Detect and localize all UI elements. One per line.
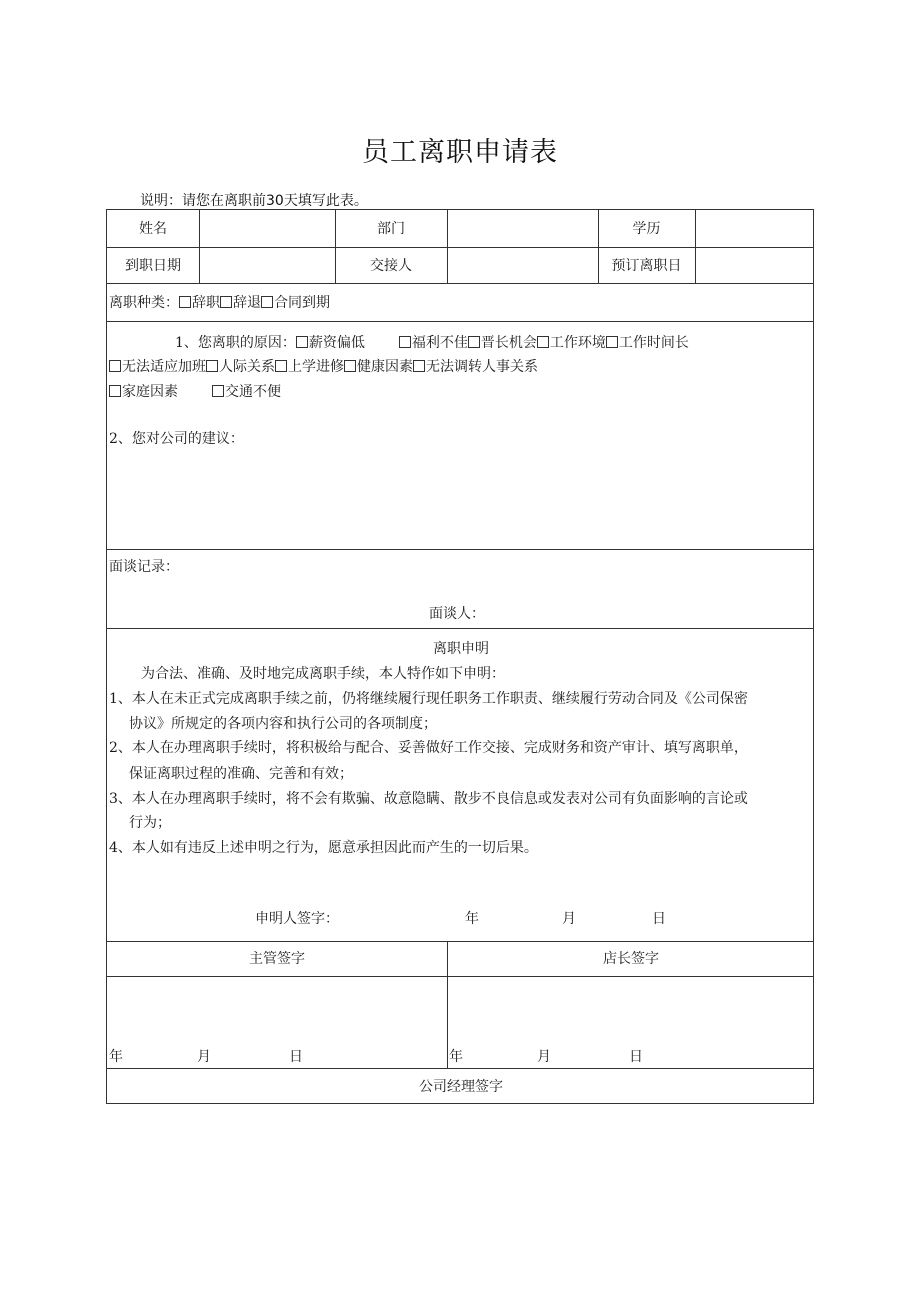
planned-leave-date-label: 预订离职日	[611, 258, 682, 274]
reason-relationships: 人际关系	[219, 359, 275, 375]
reason-long-hours: 工作时间长	[618, 335, 689, 351]
declaration-heading: 离职申明	[433, 641, 489, 657]
reason-line-1	[175, 334, 689, 352]
checkbox-resign[interactable]	[179, 296, 191, 308]
reason-low-salary: 薪资偏低	[308, 335, 365, 351]
checkbox-transfer[interactable]	[413, 360, 425, 372]
reason-poor-benefits: 福利不佳	[411, 335, 468, 351]
store-manager-year: 年	[449, 1049, 463, 1065]
handover-field[interactable]	[451, 250, 594, 281]
checkbox-poor-benefits[interactable]	[399, 336, 411, 348]
reason-promotion: 晋长机会	[480, 335, 537, 351]
join-date-label: 到职日期	[125, 258, 181, 274]
declaration-intro: 为合法、准确、及时地完成离职手续，本人特作如下申明：	[141, 666, 505, 682]
resignation-form	[106, 209, 814, 1104]
declaration-year: 年	[465, 911, 479, 927]
declaration-month: 月	[562, 911, 576, 927]
declaration-item-4: 4、本人如有违反上述申明之行为，愿意承担因此而产生的一切后果。	[109, 840, 538, 856]
declaration-item-1: 1、本人在未正式完成离职手续之前，仍将继续履行现任职务工作职责、继续履行劳动合同及《公司保密	[109, 691, 748, 707]
reason-environment: 工作环境	[549, 335, 606, 351]
declaration-item-2-cont: 保证离职过程的准确、完善和有效；	[129, 766, 353, 782]
checkbox-transport[interactable]	[212, 385, 224, 397]
store-manager-day: 日	[629, 1049, 643, 1065]
checkbox-health[interactable]	[344, 360, 356, 372]
department-label: 部门	[377, 221, 405, 237]
supervisor-year: 年	[109, 1049, 123, 1065]
checkbox-relationships[interactable]	[206, 360, 218, 372]
checkbox-long-hours[interactable]	[606, 336, 618, 348]
declaration-item-1-cont: 协议》所规定的各项内容和执行公司的各项制度；	[129, 716, 437, 732]
reason-family: 家庭因素	[122, 384, 178, 400]
reason-line-3	[109, 383, 281, 401]
checkbox-environment[interactable]	[537, 336, 549, 348]
name-field[interactable]	[203, 212, 331, 244]
name-label: 姓名	[139, 221, 167, 237]
store-manager-signature-label: 店长签字	[603, 951, 659, 967]
general-manager-signature-label: 公司经理签字	[419, 1079, 503, 1095]
declarant-signature-label: 申明人签字：	[255, 911, 339, 927]
option-contract-expired: 合同到期	[274, 295, 330, 311]
declaration-item-3: 3、本人在办理离职手续时，将不会有欺骗、故意隐瞒、散步不良信息或发表对公司有负面影响的言论或	[109, 791, 748, 807]
reason-transfer: 无法调转人事关系	[426, 359, 538, 375]
option-resign: 辞职	[192, 295, 220, 311]
checkbox-contract-expired[interactable]	[261, 296, 273, 308]
store-manager-month: 月	[537, 1049, 551, 1065]
suggestion-label: 2、您对公司的建议：	[109, 431, 244, 447]
declaration-item-3-cont: 行为；	[129, 815, 171, 831]
reason-line-2	[109, 358, 538, 376]
page-title: 员工离职申请表	[362, 137, 558, 168]
resignation-type	[109, 294, 330, 312]
checkbox-overtime[interactable]	[109, 360, 121, 372]
department-field[interactable]	[451, 212, 594, 244]
handover-label: 交接人	[370, 258, 412, 274]
reason-study: 上学进修	[288, 359, 344, 375]
planned-leave-date-field[interactable]	[699, 250, 809, 281]
join-date-field[interactable]	[203, 250, 331, 281]
reason-question: 1、您离职的原因：	[175, 335, 296, 351]
interview-record-label: 面谈记录：	[109, 559, 179, 575]
option-dismissed: 辞退	[233, 295, 261, 311]
supervisor-day: 日	[289, 1049, 303, 1065]
education-label: 学历	[632, 221, 661, 237]
checkbox-low-salary[interactable]	[296, 336, 308, 348]
reason-overtime: 无法适应加班	[122, 359, 206, 375]
declaration-item-2: 2、本人在办理离职手续时，将积极给与配合、妥善做好工作交接、完成财务和资产审计、填写离职单，	[109, 740, 748, 756]
supervisor-signature-label: 主管签字	[249, 951, 305, 967]
checkbox-dismissed[interactable]	[220, 296, 232, 308]
form-note: 说明：请您在离职前30天填写此表。	[140, 193, 368, 209]
resignation-type-label: 离职种类：	[109, 295, 179, 311]
checkbox-family[interactable]	[109, 385, 121, 397]
reason-health: 健康因素	[357, 359, 413, 375]
supervisor-month: 月	[197, 1049, 211, 1065]
reason-transport: 交通不便	[225, 384, 281, 400]
checkbox-study[interactable]	[275, 360, 287, 372]
declaration-day: 日	[652, 911, 666, 927]
education-field[interactable]	[699, 212, 809, 244]
checkbox-promotion[interactable]	[468, 336, 480, 348]
interviewer-label: 面谈人：	[429, 606, 485, 622]
